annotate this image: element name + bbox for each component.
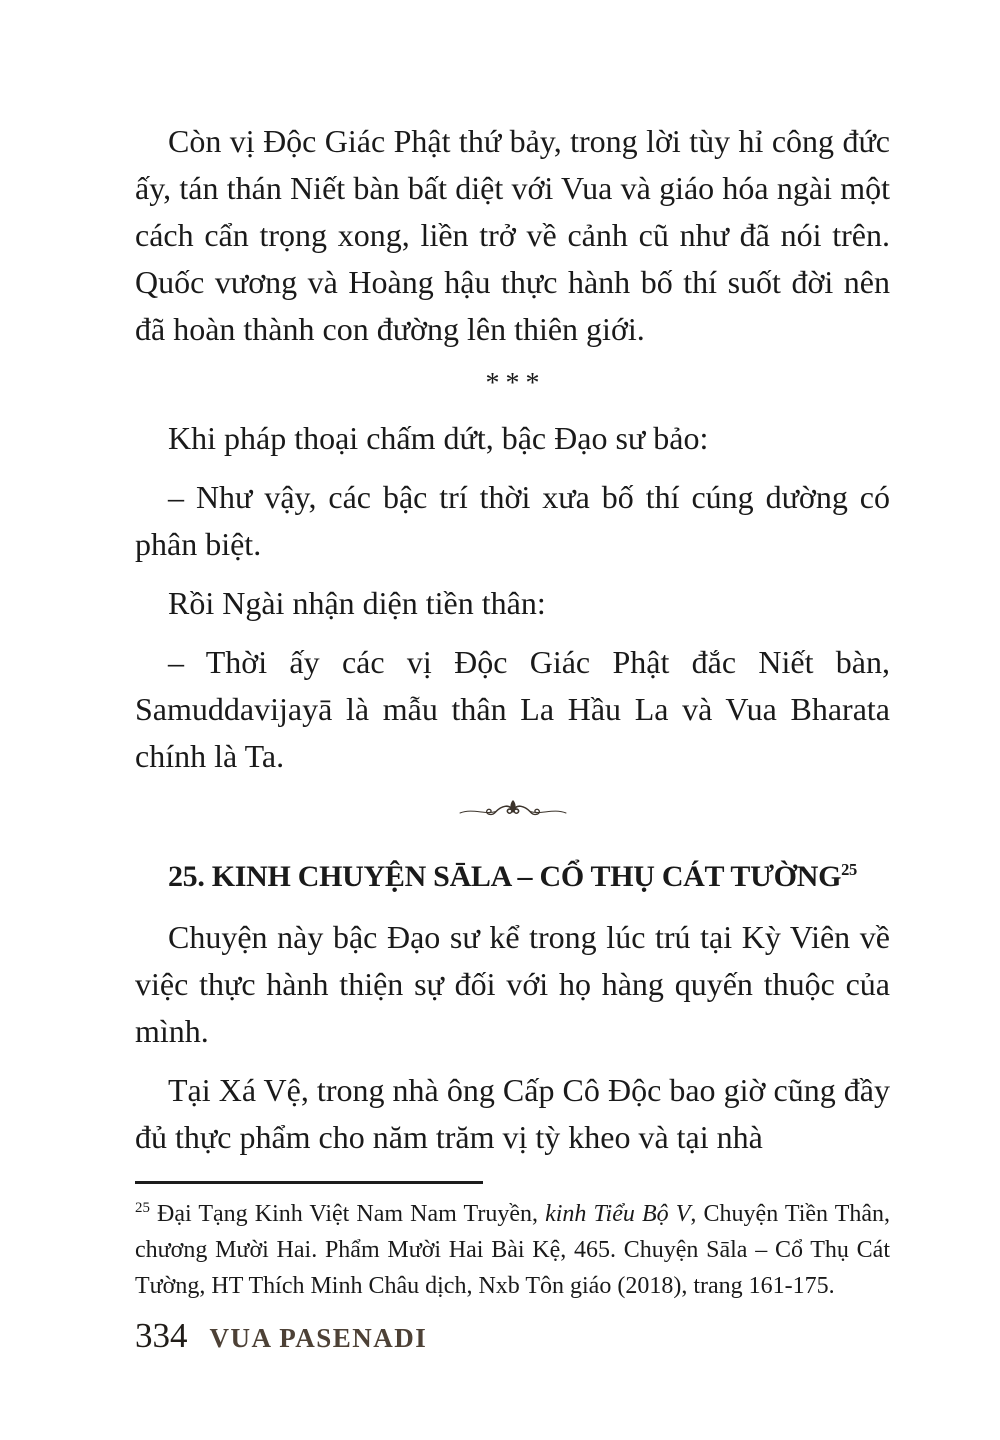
asterisk-separator: *** [485, 368, 546, 399]
footnote-text-segment: Đại Tạng Kinh Việt Nam Nam Truyền, [149, 1201, 546, 1227]
chapter-heading-title: 25. KINH CHUYỆN SĀLA – CỔ THỤ CÁT TƯỜNG [167, 860, 842, 893]
footnote-text-segment: , Chuyện Tiền Thân, chương Mười Hai. Phẩm Mười Hai Bài Kệ, 465. Chuyện Sāla – Cổ Thụ Cát Tường, HT Thích Minh Châu dịch, Nxb Tôn giáo (2018), trang 161-175. [135, 1201, 891, 1299]
footnote [135, 1196, 890, 1304]
footnote-text-segment-italic: kinh Tiểu Bộ V [545, 1201, 691, 1227]
footnote-separator-rule [135, 1181, 483, 1184]
chapter-heading-footnote-ref: 25 [841, 860, 858, 879]
chapter-heading [135, 856, 890, 898]
paragraph-savatthi: Tại Xá Vệ, trong nhà ông Cấp Cô Độc bao giờ cũng đầy đủ thực phẩm cho năm trăm vị tỳ kheo và tại nhà [135, 1072, 890, 1155]
flourish-divider-icon [458, 798, 568, 822]
running-title: VUA PASENADI [209, 1323, 428, 1353]
ornament-divider [135, 798, 890, 830]
paragraph-story-intro: Chuyện này bậc Đạo sư kể trong lúc trú tại Kỳ Viên về việc thực hành thiện sự đối với họ hàng quyến thuộc của mình. [135, 919, 890, 1049]
page-footer [135, 1316, 427, 1356]
page-content [135, 118, 890, 1304]
paragraph-dialogue-1: – Như vậy, các bậc trí thời xưa bố thí cúng dường có phân biệt. [135, 479, 890, 562]
paragraph-identification-intro: Rồi Ngài nhận diện tiền thân: [168, 585, 546, 621]
page-number: 334 [135, 1316, 188, 1355]
paragraph-conclusion: Còn vị Độc Giác Phật thứ bảy, trong lời tùy hỉ công đức ấy, tán thán Niết bàn bất diệt với Vua và giáo hóa ngài một cách cẩn trọng xong, liền trở về cảnh cũ như đã nói trên. Quốc vương và Hoàng hậu thực hành bố thí suốt đời nên đã hoàn thành con đường lên thiên giới. [135, 123, 890, 347]
paragraph-dialogue-2: – Thời ấy các vị Độc Giác Phật đắc Niết bàn, Samuddavijayā là mẫu thân La Hầu La và Vua Bharata chính là Ta. [135, 644, 890, 774]
footnote-marker: 25 [135, 1200, 150, 1216]
paragraph-teacher-speaks: Khi pháp thoại chấm dứt, bậc Đạo sư bảo: [168, 420, 709, 456]
